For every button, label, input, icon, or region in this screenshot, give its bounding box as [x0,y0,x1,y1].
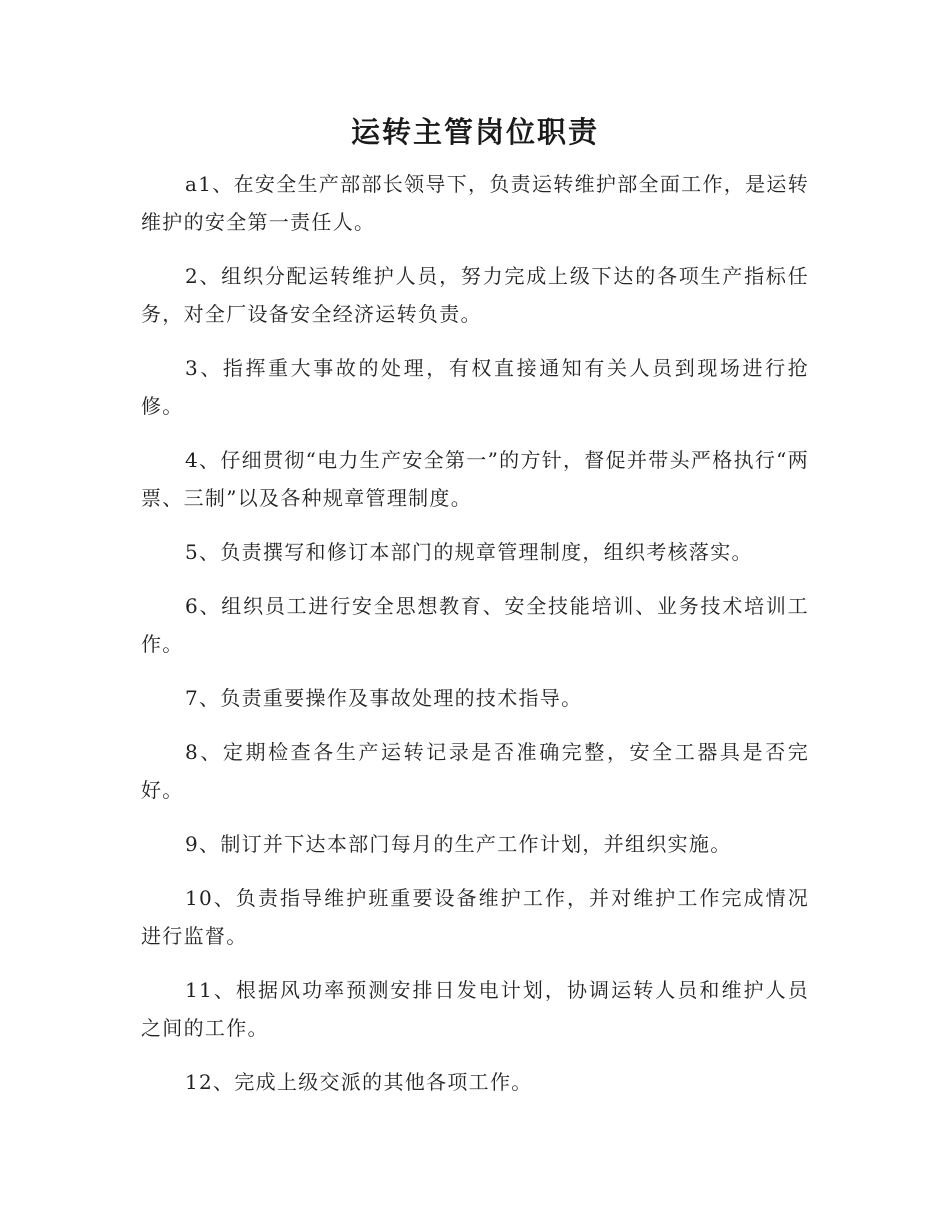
duty-paragraph-9: 9、制订并下达本部门每月的生产工作计划，并组织实施。 [185,832,732,856]
duty-paragraph-3: 3、指挥重大事故的处理，有权直接通知有关人员到现场进行抢修。 [141,356,809,418]
duty-paragraph-12: 12、完成上级交派的其他各项工作。 [185,1070,533,1094]
duty-paragraph-1: a1、在安全生产部部长领导下，负责运转维护部全面工作，是运转维护的安全第一责任人。 [141,172,809,234]
document-body [141,165,809,1117]
document-title: 运转主管岗位职责 [350,115,599,149]
duty-paragraph-10: 10、负责指导维护班重要设备维护工作，并对维护工作完成情况进行监督。 [141,886,809,948]
duty-paragraph-11: 11、根据风功率预测安排日发电计划，协调运转人员和维护人员之间的工作。 [141,978,809,1040]
duty-paragraph-7: 7、负责重要操作及事故处理的技术指导。 [185,686,583,710]
duty-paragraph-5: 5、负责撰写和修订本部门的规章管理制度，组织考核落实。 [185,540,753,564]
duty-paragraph-8: 8、定期检查各生产运转记录是否准确完整，安全工器具是否完好。 [141,740,809,802]
duty-paragraph-2: 2、组织分配运转维护人员，努力完成上级下达的各项生产指标任务，对全厂设备安全经济运转负责。 [141,264,809,326]
duty-paragraph-4: 4、仔细贯彻“电力生产安全第一”的方针，督促并带头严格执行“两票、三制”以及各种规章管理制度。 [141,448,809,510]
duty-paragraph-6: 6、组织员工进行安全思想教育、安全技能培训、业务技术培训工作。 [141,594,809,656]
